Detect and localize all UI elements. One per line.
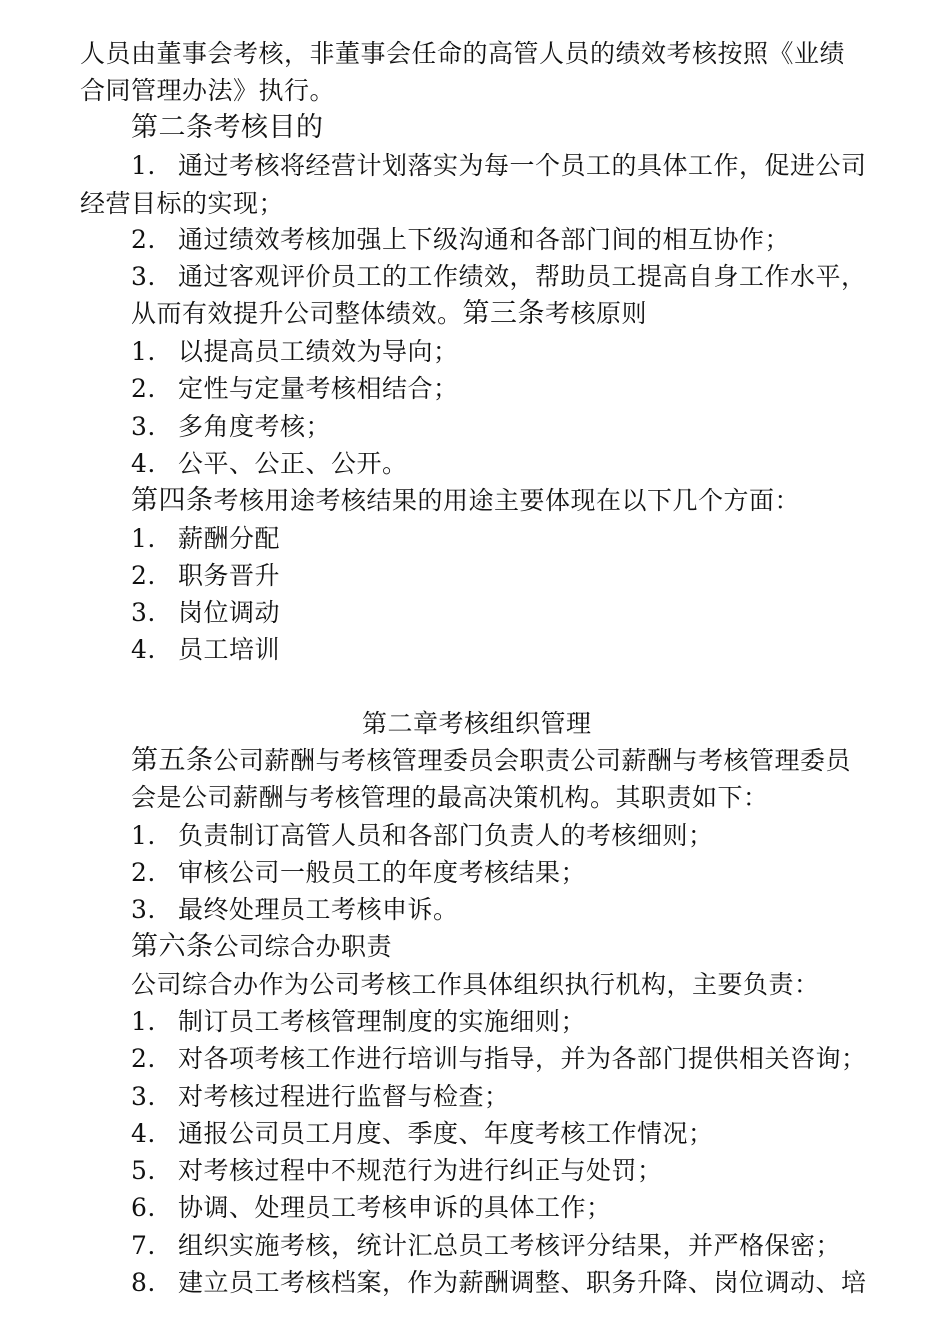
line-text: 公司薪酬与考核管理委员会职责公司薪酬与考核管理委员 xyxy=(213,746,852,775)
line-text: 组织实施考核，统计汇总员工考核评分结果，并严格保密； xyxy=(178,1231,842,1260)
line-text: 考核原则 xyxy=(545,299,648,328)
line-text: 经营目标的实现； xyxy=(80,189,285,218)
paragraph-line xyxy=(131,967,820,1003)
line-text: 负责制订高管人员和各部门负责人的考核细则； xyxy=(178,821,714,850)
line-text: 对考核过程进行监督与检查； xyxy=(178,1082,510,1111)
line-text: 岗位调动 xyxy=(178,598,281,627)
list-number: 4. xyxy=(131,449,156,478)
list-number: 5. xyxy=(131,1156,156,1185)
list-item xyxy=(131,334,459,370)
line-text: 协调、处理员工考核申诉的具体工作； xyxy=(178,1193,612,1222)
list-number: 1. xyxy=(131,151,156,180)
chapter-title xyxy=(362,706,592,742)
article-heading-2 xyxy=(131,110,324,146)
line-text: 从而有效提升公司整体绩效。 xyxy=(131,299,463,328)
line-text: 建立员工考核档案，作为薪酬调整、职务升降、岗位调动、培 xyxy=(178,1268,867,1297)
line-text: 定性与定量考核相结合； xyxy=(178,374,459,403)
line-text: 多角度考核； xyxy=(178,412,332,441)
list-item xyxy=(131,1041,867,1077)
line-text: 最终处理员工考核申诉。 xyxy=(178,895,459,924)
line-text: 人员由董事会考核，非董事会任命的高管人员的绩效考核按照《业绩 xyxy=(80,39,846,68)
list-number: 1. xyxy=(131,821,156,850)
article-heading-4: 第四条 xyxy=(131,485,214,516)
list-item xyxy=(131,595,280,631)
paragraph-line xyxy=(131,296,647,332)
list-item xyxy=(131,1190,612,1226)
list-number: 2. xyxy=(131,858,156,887)
paragraph-line xyxy=(131,743,851,779)
list-number: 6. xyxy=(131,1193,156,1222)
paragraph-line xyxy=(131,780,769,816)
list-number: 1. xyxy=(131,1007,156,1036)
list-number: 3. xyxy=(131,895,156,924)
list-number: 4. xyxy=(131,1119,156,1148)
list-item xyxy=(131,1004,586,1040)
list-number: 2. xyxy=(131,561,156,590)
list-item xyxy=(131,521,280,557)
list-item xyxy=(131,1228,841,1264)
line-text: 会是公司薪酬与考核管理的最高决策机构。其职责如下： xyxy=(131,783,769,812)
list-number: 1. xyxy=(131,337,156,366)
list-item xyxy=(131,1265,867,1301)
line-text: 通过绩效考核加强上下级沟通和各部门间的相互协作； xyxy=(178,225,791,254)
line-text: 公司综合办作为公司考核工作具体组织执行机构，主要负责： xyxy=(131,970,820,999)
line-text: 制订员工考核管理制度的实施细则； xyxy=(178,1007,587,1036)
list-item xyxy=(131,1079,510,1115)
list-number: 2. xyxy=(131,1044,156,1073)
article-heading-6: 第六条 xyxy=(131,931,214,962)
paragraph-line xyxy=(131,929,392,965)
line-text: 公司综合办职责 xyxy=(213,932,393,961)
line-text: 通报公司员工月度、季度、年度考核工作情况； xyxy=(178,1119,714,1148)
list-number: 3. xyxy=(131,262,156,291)
line-text: 通过客观评价员工的工作绩效，帮助员工提高自身工作水平， xyxy=(178,262,867,291)
list-item xyxy=(131,818,714,854)
list-number: 3. xyxy=(131,1082,156,1111)
list-item xyxy=(131,855,586,891)
list-item xyxy=(131,259,867,295)
line-text: 合同管理办法》执行。 xyxy=(80,76,336,105)
line-text: 员工培训 xyxy=(178,635,281,664)
list-item xyxy=(131,892,459,928)
list-item xyxy=(131,148,867,184)
article-heading-3: 第三条 xyxy=(462,298,546,329)
list-number: 3. xyxy=(131,412,156,441)
line-text: 对考核过程中不规范行为进行纠正与处罚； xyxy=(178,1156,663,1185)
line-text: 职务晋升 xyxy=(178,561,281,590)
list-item xyxy=(131,1116,714,1152)
list-number: 4. xyxy=(131,635,156,664)
line-text: 审核公司一般员工的年度考核结果； xyxy=(178,858,587,887)
paragraph-line xyxy=(80,73,335,109)
paragraph-line xyxy=(131,483,800,519)
list-number: 8. xyxy=(131,1268,156,1297)
line-text: 公平、公正、公开。 xyxy=(178,449,408,478)
list-number: 1. xyxy=(131,524,156,553)
paragraph-line xyxy=(80,186,284,222)
list-item xyxy=(131,409,331,445)
list-number: 3. xyxy=(131,598,156,627)
list-number: 2. xyxy=(131,225,156,254)
article-heading-5: 第五条 xyxy=(131,745,214,776)
line-text: 第二章考核组织管理 xyxy=(362,709,592,738)
list-item xyxy=(131,632,280,668)
list-item xyxy=(131,371,459,407)
list-number: 2. xyxy=(131,374,156,403)
list-item xyxy=(131,1153,663,1189)
list-number: 7. xyxy=(131,1231,156,1260)
list-item xyxy=(131,222,790,258)
line-text: 对各项考核工作进行培训与指导，并为各部门提供相关咨询； xyxy=(178,1044,867,1073)
line-text: 通过考核将经营计划落实为每一个员工的具体工作，促进公司 xyxy=(178,151,867,180)
list-item xyxy=(131,558,280,594)
line-text: 薪酬分配 xyxy=(178,524,281,553)
list-item xyxy=(131,446,408,482)
paragraph-line xyxy=(80,36,845,72)
line-text: 考核用途考核结果的用途主要体现在以下几个方面： xyxy=(213,486,801,515)
line-text: 以提高员工绩效为导向； xyxy=(178,337,459,366)
line-text: 第二条考核目的 xyxy=(131,112,324,143)
